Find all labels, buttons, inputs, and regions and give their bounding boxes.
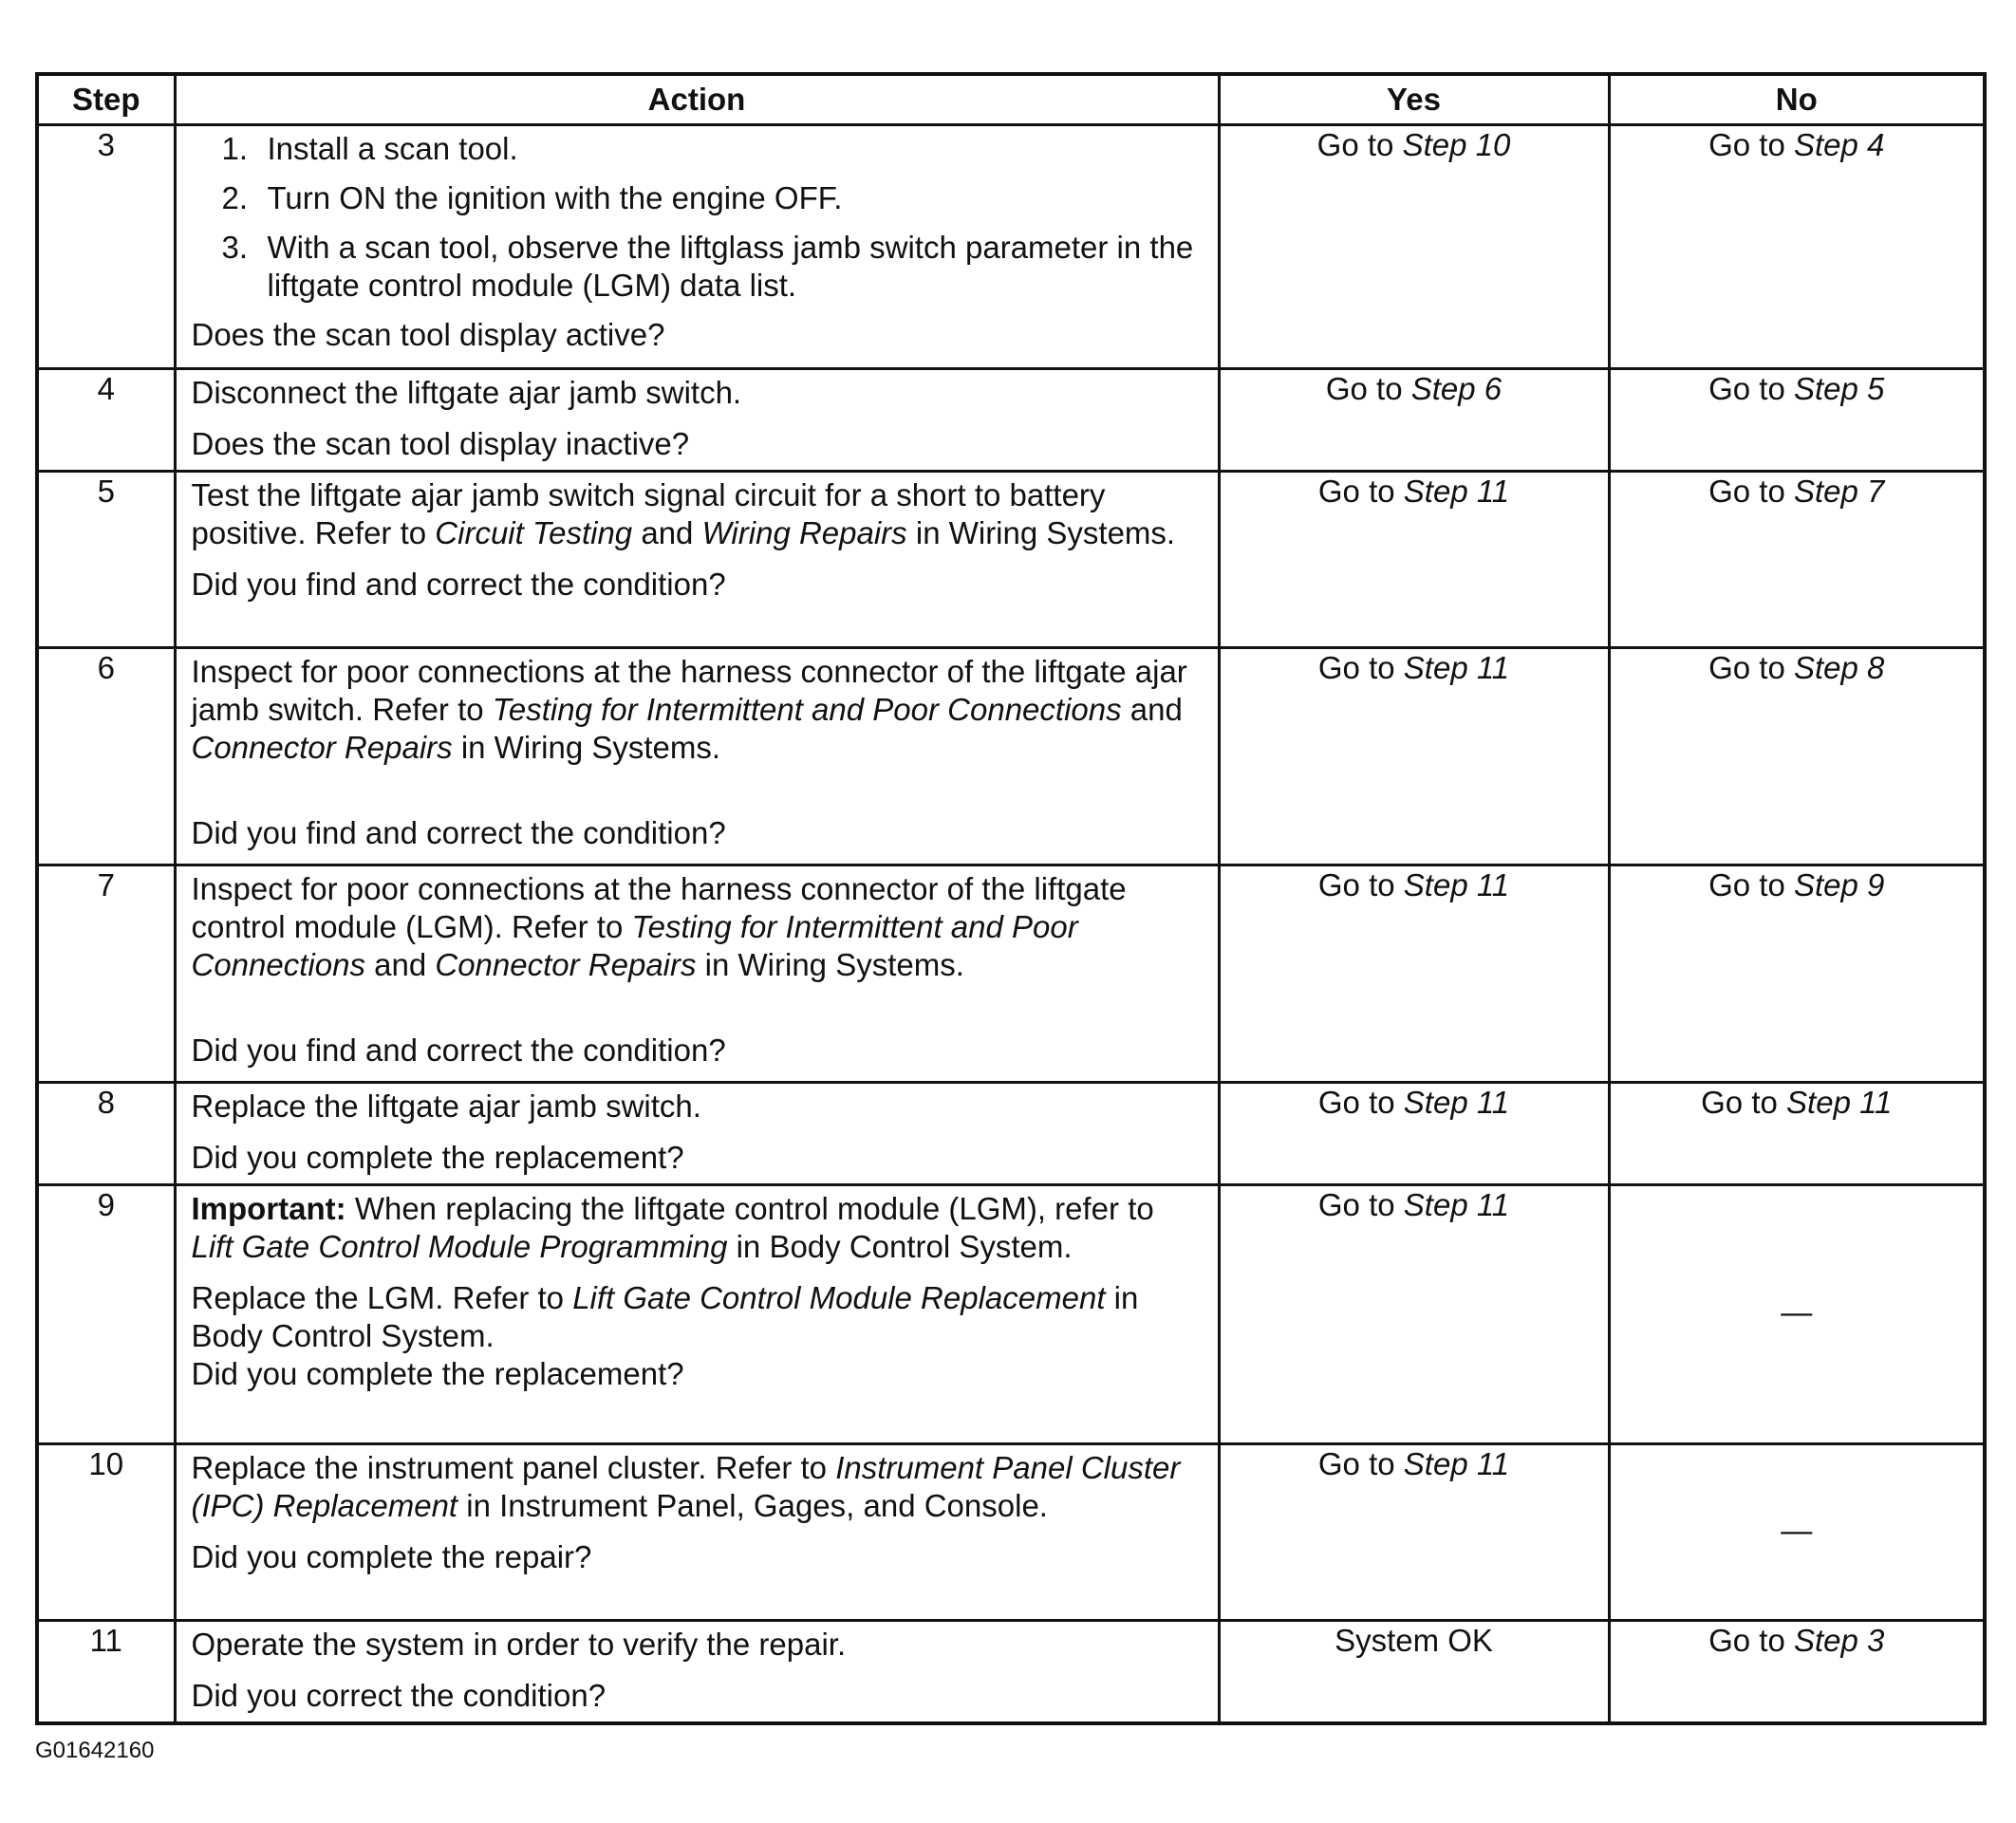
action-cell: Disconnect the liftgate ajar jamb switch. Does the scan tool display inactive?	[175, 369, 1219, 472]
step-link[interactable]: Step 8	[1793, 650, 1885, 685]
step-number: 3	[37, 125, 175, 369]
step-link[interactable]: Step 6	[1410, 371, 1503, 406]
no-cell: Go to Step 11	[1609, 1083, 1985, 1185]
no-cell: Go to Step 9	[1609, 865, 1985, 1083]
diagnostic-table	[35, 72, 1987, 1725]
step-number: 9	[37, 1185, 175, 1444]
list-item: 1. Install a scan tool.	[221, 131, 518, 166]
step-link[interactable]: Step 11	[1786, 1085, 1893, 1120]
action-cell: Inspect for poor connections at the harness connector of the liftgate ajar jamb switch. Refer to Testing for Intermittent and Poor Connections and Connector Repairs in Wiring Systems. Did you find and correct the condition?	[175, 648, 1219, 865]
list-item: 3. With a scan tool, observe the liftglass jamb switch parameter in the liftgate control module (LGM) data list.	[221, 230, 1194, 303]
action-cell: Replace the instrument panel cluster. Refer to Instrument Panel Cluster (IPC) Replacement in Instrument Panel, Gages, and Console. Did you complete the repair?	[175, 1444, 1219, 1621]
question-text: Does the scan tool display active?	[191, 317, 665, 352]
action-cell: Important: When replacing the liftgate control module (LGM), refer to Lift Gate Control Module Programming in Body Control System. Replace the LGM. Refer to Lift Gate Control Module Replacement in Body Control System. Did you complete the replacement?	[175, 1185, 1219, 1444]
step-link[interactable]: Step 10	[1402, 127, 1511, 162]
yes-cell: Go to Step 10	[1219, 125, 1609, 369]
header-step: Step	[37, 74, 175, 125]
no-cell: —	[1609, 1444, 1985, 1621]
action-cell	[175, 125, 1219, 369]
yes-cell: Go to Step 6	[1219, 369, 1609, 472]
step-link[interactable]: Step 5	[1793, 371, 1885, 406]
step-number: 5	[37, 472, 175, 648]
header-action: Action	[175, 74, 1219, 125]
important-note: Important: When replacing the liftgate control module (LGM), refer to Lift Gate Control Module Programming in Body Control System.	[191, 1191, 1154, 1264]
no-cell: Go to Step 4	[1609, 125, 1985, 369]
yes-cell: System OK	[1219, 1621, 1609, 1723]
step-link[interactable]: Step 11	[1403, 867, 1510, 902]
step-number: 8	[37, 1083, 175, 1185]
table-row-step-9	[37, 1185, 1985, 1444]
action-cell: Test the liftgate ajar jamb switch signal circuit for a short to battery positive. Refer to Circuit Testing and Wiring Repairs in Wiring Systems. Did you find and correct the condition?	[175, 472, 1219, 648]
step-number: 7	[37, 865, 175, 1083]
step-number: 11	[37, 1621, 175, 1723]
step-link[interactable]: Step 4	[1793, 127, 1885, 162]
question-text: Did you find and correct the condition?	[191, 567, 726, 602]
step-link[interactable]: Step 11	[1403, 1446, 1510, 1481]
action-cell: Inspect for poor connections at the harness connector of the liftgate control module (LGM). Refer to Testing for Intermittent and Poor Connections and Connector Repairs in Wiring Systems. Did you find and correct the condition?	[175, 865, 1219, 1083]
step-number: 6	[37, 648, 175, 865]
no-cell: —	[1609, 1185, 1985, 1444]
step-link[interactable]: Step 9	[1793, 867, 1885, 902]
step-link[interactable]: Step 11	[1403, 1085, 1510, 1120]
yes-cell: Go to Step 11	[1219, 865, 1609, 1083]
header-row	[37, 74, 1985, 125]
no-cell: Go to Step 8	[1609, 648, 1985, 865]
step-number: 4	[37, 369, 175, 472]
yes-cell: Go to Step 11	[1219, 1185, 1609, 1444]
no-cell: Go to Step 7	[1609, 472, 1985, 648]
table-row-step-4	[37, 369, 1985, 472]
table-row-step-5	[37, 472, 1985, 648]
question-text: Does the scan tool display inactive?	[191, 426, 690, 461]
step-number: 10	[37, 1444, 175, 1621]
header-yes: Yes	[1219, 74, 1609, 125]
figure-id: G01642160	[35, 1738, 155, 1763]
question-text: Did you complete the replacement?	[191, 1140, 684, 1175]
action-cell: Replace the liftgate ajar jamb switch. Did you complete the replacement?	[175, 1083, 1219, 1185]
step-link[interactable]: Step 3	[1793, 1623, 1885, 1658]
table-row-step-3	[37, 125, 1985, 369]
instruction-list	[192, 130, 1203, 305]
step-link[interactable]: Step 7	[1793, 474, 1885, 509]
question-text: Did you find and correct the condition?	[191, 1032, 726, 1068]
step-link[interactable]: Step 11	[1403, 1187, 1510, 1222]
table-row-step-6	[37, 648, 1985, 865]
step-link[interactable]: Step 11	[1403, 474, 1510, 509]
question-text: Did you complete the replacement?	[191, 1356, 684, 1391]
step-link[interactable]: Step 11	[1403, 650, 1510, 685]
table-row-step-7	[37, 865, 1985, 1083]
table-row-step-10	[37, 1444, 1985, 1621]
question-text: Did you complete the repair?	[191, 1539, 592, 1574]
yes-cell: Go to Step 11	[1219, 648, 1609, 865]
yes-cell: Go to Step 11	[1219, 1083, 1609, 1185]
action-cell: Operate the system in order to verify the repair. Did you correct the condition?	[175, 1621, 1219, 1723]
yes-cell: Go to Step 11	[1219, 472, 1609, 648]
table-row-step-8	[37, 1083, 1985, 1185]
header-no: No	[1609, 74, 1985, 125]
question-text: Did you find and correct the condition?	[191, 815, 726, 850]
question-text: Did you correct the condition?	[191, 1678, 607, 1713]
table-row-step-11	[37, 1621, 1985, 1723]
list-item: 2. Turn ON the ignition with the engine OFF.	[221, 180, 843, 215]
no-cell: Go to Step 3	[1609, 1621, 1985, 1723]
yes-cell: Go to Step 11	[1219, 1444, 1609, 1621]
no-cell: Go to Step 5	[1609, 369, 1985, 472]
